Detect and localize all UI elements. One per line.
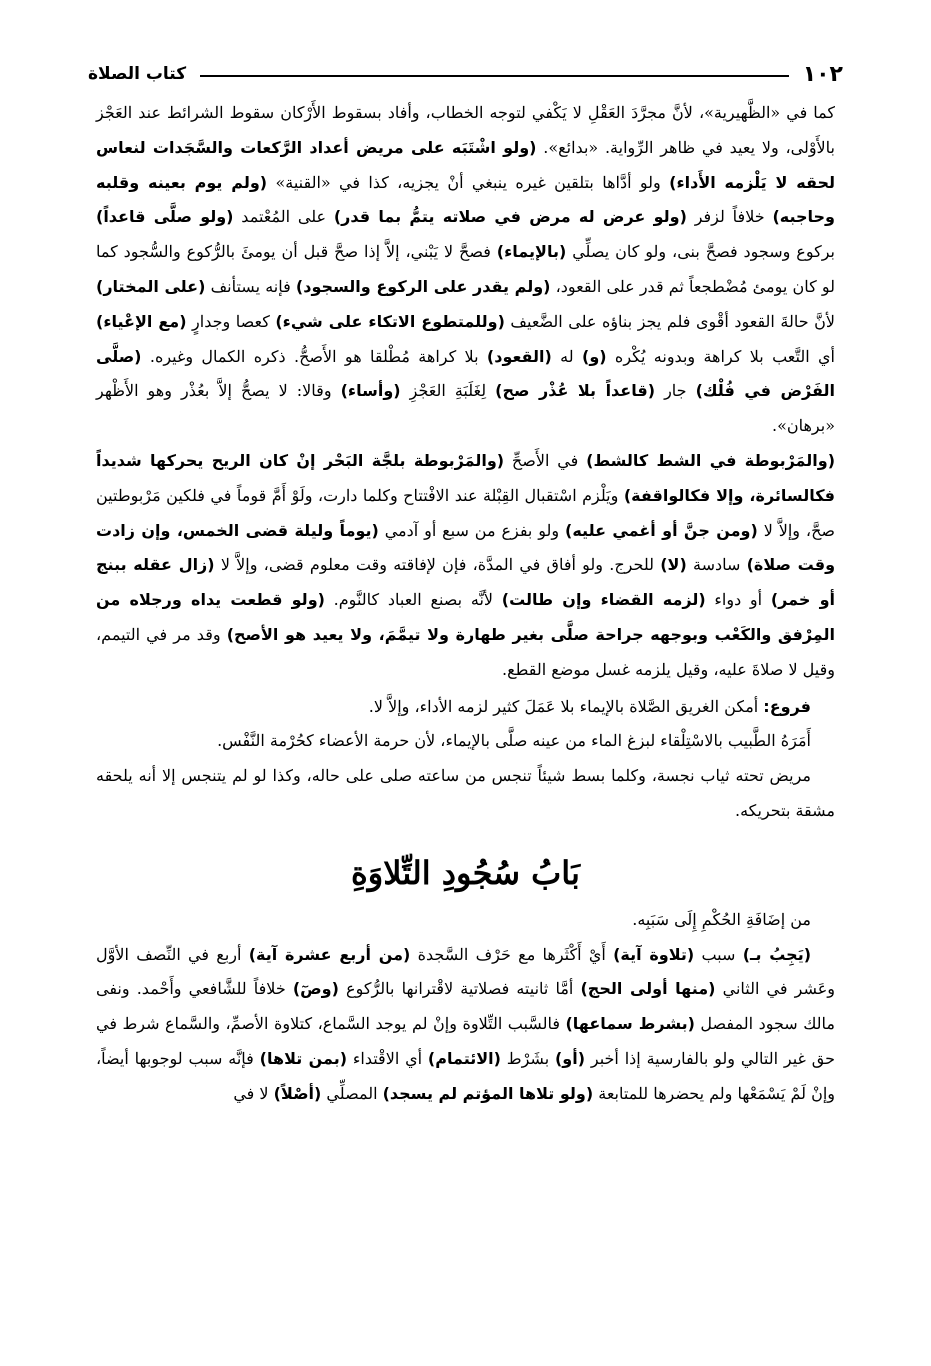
bold-text-segment: (تلاوة آية): [613, 944, 695, 964]
bold-text-segment: (أو): [554, 1048, 586, 1068]
text-segment: سبب: [694, 944, 743, 964]
bold-text-segment: (ولم يقدر على الركوع والسجود): [295, 276, 551, 296]
text-segment: خلافاً لزفر: [686, 207, 773, 227]
bold-text-segment: (ولم يوم بعينه وقلبه وحاجبه): [96, 172, 835, 227]
text-segment: المصلِّي: [321, 1083, 383, 1103]
bold-text-segment: (بمن تلاها): [259, 1048, 348, 1068]
bold-text-segment: (أصْلاً): [273, 1083, 322, 1103]
paragraph: [96, 96, 835, 444]
page-number: ١٠٢: [802, 61, 843, 87]
bold-text-segment: (الائتمام): [427, 1048, 501, 1068]
bold-text-segment: (وصٓ): [292, 979, 339, 999]
main-text: [96, 96, 835, 688]
text-segment: فإنَّه سبب لوجوبها أيضاً، وإنْ لَمْ يَسْمَعْها ولم يحضرها للمتابعة: [96, 1048, 835, 1103]
bold-text-segment: (والمَرْبوطة بلجَّة البَحْر إنْ كان الريح يحركها شديداً فكالسائرة، وإلا فكالواقفة): [96, 450, 836, 505]
text-segment: أربع في النِّصف الأوَّل وعَشر في الثاني: [96, 944, 836, 999]
bold-text-segment: (القعود): [486, 346, 552, 366]
bold-text-segment: (قاعداً بلا عُذْر صح): [495, 381, 656, 401]
bold-text-segment: (صلَّى الفَرْض في فُلْك): [96, 346, 835, 401]
text-segment: ويَلْزم اسْتقبال القِبْلة عند الافْتتاح وكلما دارت، ولَوْ أَمَّ قوماً في فلكين مَرْبوطتين صحَّ، وإلاَّ لا: [96, 485, 835, 540]
running-header: [88, 58, 843, 90]
text-segment: فالسَّبب التِّلاوة وإنْ لم يوجد السَّماع، كتلاوة الأصمِّ، والسَّماع شرط في حق غير التالي ولو بالفارسية إذا أخبر: [96, 1014, 835, 1068]
text-segment: وقد مر في التيمم، وقيل لا صلاةَ عليه، وقيل يلزمه غسل موضع القطع.: [96, 624, 835, 679]
header-rule: [200, 75, 789, 77]
text-segment: أو دواء: [705, 590, 771, 610]
bold-text-segment: (على المختار): [96, 276, 206, 296]
text-segment: مريض تحته ثياب نجسة، وكلما بسط شيئاً تنجس من ساعته صلى على حاله، وكذا لو لم يتنجس إلا أنه يلحقه مشقة بتحريكه.: [96, 766, 835, 820]
text-segment: وقالا: لا يصحُّ إلاَّ بعُذْر وهو الأَظْهر «برهان».: [96, 381, 835, 436]
bold-text-segment: (والمَرْبوطة في الشط كالشط): [586, 450, 836, 470]
bold-text-segment: (بشرط سماعها): [565, 1014, 695, 1034]
chapter-title: بَابُ سُجُودِ التِّلاوَةِ: [351, 853, 580, 892]
chapter-text: [96, 903, 835, 1112]
bold-text-segment: (زال عقله ببنج أو خمر): [96, 555, 836, 610]
text-segment: لِغَلَبَةِ العَجْزِ: [400, 381, 496, 401]
text-segment: لا في: [233, 1083, 274, 1103]
paragraph: [96, 938, 835, 1112]
text-segment: لأنَّه بصنع العباد كالنَّوم.: [324, 590, 502, 610]
text-segment: على المُعْتمد: [233, 207, 334, 227]
furu-section: [96, 690, 835, 829]
text-segment: جار: [655, 381, 696, 401]
text-segment: سادسة: [686, 555, 747, 575]
text-segment: من إضَافَةِ الحُكْمِ إِلَى سَبَبِه.: [632, 909, 811, 929]
text-segment: ولو أدَّاها بتلقين غيره ينبغي أنْ يجزيه، كذا في «القنية»: [267, 172, 670, 192]
text-segment: بشَرْط: [500, 1048, 555, 1068]
book-title: كتاب الصلاة: [88, 64, 187, 84]
bold-text-segment: (ولو قطعت يداه ورجلاه من المِرْفق والكَعْب وبوجهه جراحة صلَّى بغير طهارة ولا تيمَّمَ، ولا يعيد هو الأصح): [96, 590, 835, 644]
text-segment: كما في «الظَّهيرية»، لأنَّ مجرَّدَ العَقْلِ لا يَكْفي لتوجه الخطاب، وأفاد بسقوط الأَرْكان سقوط الشرائط عند العَجْز بالأَوْلى، ولا يعيد في ظاهر الرِّواية. «بدائع».: [96, 103, 836, 157]
page-body: [96, 96, 835, 1112]
bold-text-segment: (لا): [660, 555, 687, 575]
bold-text-segment: (منها أولى الحج): [580, 979, 716, 999]
paragraph: [96, 444, 835, 688]
text-segment: للحرج. ولو أفاق في المدَّة، فإن لإفاقته وقت معلوم قضى، وإلاَّ لا: [214, 555, 661, 575]
text-segment: في الأَصحِّ: [504, 450, 587, 470]
bold-text-segment: (و): [582, 346, 607, 366]
bold-text-segment: (ولو صلَّى قاعداً): [96, 207, 234, 227]
bold-text-segment: (من أربع عشرة آية): [248, 944, 411, 964]
text-segment: كعصا وجدارٍ: [186, 311, 276, 331]
bold-text-segment: (ولو اشْتَبَه على مريض أعداد الرَّكعات والسَّجَدات لنعاس لحقه لا يَلْزمه الأَداء): [96, 137, 836, 192]
text-segment: بلا كراهة مُطْلقا هو الأَصحُّ. ذكره الكمال وغيره.: [141, 346, 487, 366]
bold-text-segment: (لزمه القضاء وإن طالت): [501, 590, 706, 610]
text-segment: أي الاقْتداء: [347, 1048, 428, 1068]
paragraph: [96, 903, 835, 938]
text-segment: خلافاً للشَّافعي وأَحْمد. ونفى مالك سجود المفصل: [96, 979, 836, 1034]
text-segment: فإنه يستأنف: [205, 276, 296, 296]
bold-text-segment: (ولو عرض له مرض في صلاته يتمُّ بما قدر): [333, 207, 687, 227]
text-segment: بركوع وسجود فصحَّ بنى، ولو كان يصلِّي: [566, 242, 835, 262]
bold-text-segment: فروع:: [763, 696, 811, 716]
bold-text-segment: (بالإيماء): [496, 242, 567, 262]
text-segment: فصحَّ لا يَبْني، إلاَّ إذا صحَّ قبل أن يومئَ بالرُّكوع والسُّجود كما لو كان يومئ مُضْطجعاً ثم قدر على القعود،: [96, 242, 836, 296]
text-segment: أي التَّعب بلا كراهة وبدونه يُكْره: [606, 346, 835, 366]
bold-text-segment: (يوماً وليلة قضى الخمس، وإن زادت وقت صلاة): [96, 520, 836, 575]
paragraph: [96, 759, 835, 829]
text-segment: ولو بفزع من سبع أو آدمي: [378, 520, 566, 540]
text-segment: أمكن الغريق الصَّلاة بالإيماء بلا عَمَلَ كثير لزمه الأداء، وإلاَّ لا.: [368, 696, 764, 716]
bold-text-segment: (وأساء): [340, 381, 401, 401]
bold-text-segment: (يَجِبُ بـ): [742, 944, 812, 964]
text-segment: أمَّا ثانيته فصلاتية لاقْترانها بالرُّكوع: [338, 979, 581, 999]
text-segment: أَمَرَهُ الطَّبيب بالاسْتِلْقاء لبزغ الماء من عينه صلَّى بالإيماء، لأن حرمة الأعضاء كحُرْمة النَّفْس.: [217, 731, 811, 751]
bold-text-segment: (وللمتطوع الاتكاء على شيء): [275, 311, 505, 331]
bold-text-segment: (مع الإعْياء): [96, 311, 187, 331]
bold-text-segment: (ومن جنَّ أو أغمي عليه): [565, 520, 758, 540]
text-segment: له: [551, 346, 582, 366]
paragraph: [96, 690, 835, 725]
bold-text-segment: (ولو تلاها المؤتم لم يسجد): [382, 1083, 594, 1103]
paragraph: [96, 724, 835, 759]
text-segment: أَيْ أَكْثَرها مع حَرْف السَّجدة: [410, 944, 614, 964]
text-segment: لأنَّ حالةَ القعود أقْوى فلم يجز بناؤه على الضَّعيف: [504, 311, 835, 331]
